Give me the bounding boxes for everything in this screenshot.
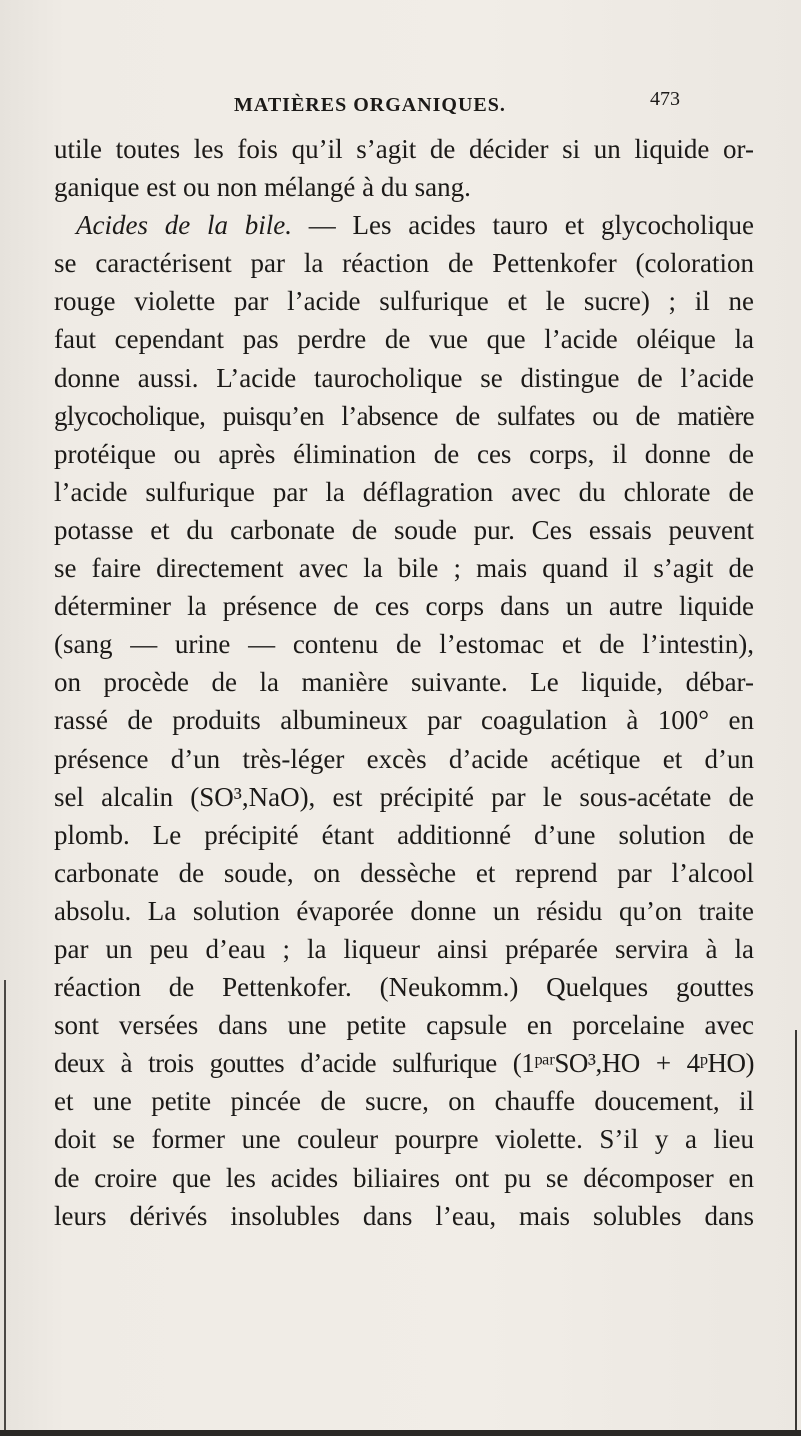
text-line: doit se former une couleur pourpre violette. S’il y a lieu [54,1124,754,1155]
text-line: rouge violette par l’acide sulfurique et le sucre) ; il ne [54,286,754,317]
text-line: on procède de la manière suivante. Le liquide, débar- [54,667,754,698]
text-line: (sang — urine — contenu de l’estomac et de l’intestin), [54,629,754,660]
text-line: présence d’un très-léger excès d’acide acétique et d’un [54,743,754,774]
text-line: se faire directement avec la bile ; mais quand il s’agit de [54,553,754,584]
text-line: faut cependant pas perdre de vue que l’acide oléique la [54,324,754,355]
text-line: potasse et du carbonate de soude pur. Ces essais peuvent [54,514,754,545]
page-edge-bottom [0,1430,801,1436]
text-line: par un peu d’eau ; la liqueur ainsi préparée servira à la [54,933,754,964]
text-line: l’acide sulfurique par la déflagration avec du chlorate de [54,476,754,507]
text-line: de croire que les acides biliaires ont pu se décomposer en [54,1162,754,1193]
text-line: absolu. La solution évaporée donne un résidu qu’on traite [54,895,754,926]
body-text [54,130,754,1235]
page-header [46,82,756,122]
running-head: MATIÈRES ORGANIQUES. [234,94,506,116]
page-edge-left [4,980,6,1430]
text-line: utile toutes les fois qu’il s’agit de décider si un liquide or- [54,134,754,164]
text-line: glycocholique, puisqu’en l’absence de sulfates ou de matière [54,400,754,431]
text-line: sel alcalin (SO³,NaO), est précipité par le sous-acétate de [54,781,754,812]
page-edge-right [795,1030,797,1430]
text-line: sont versées dans une petite capsule en porcelaine avec [54,1010,754,1041]
text-line: deux à trois gouttes d’acide sulfurique (1ᵖᵃʳSO³,HO + 4ᵖHO) [54,1048,754,1079]
text-line: leurs dérivés insolubles dans l’eau, mais solubles dans [54,1200,754,1231]
text-fragment: — Les acides tauro et glycocholique [292,210,754,241]
text-line: et une petite pincée de sucre, on chauffe doucement, il [54,1086,754,1117]
text-line: réaction de Pettenkofer. (Neukomm.) Quelques gouttes [54,972,754,1003]
text-line: protéique ou après élimination de ces corps, il donne de [54,438,754,469]
text-line: carbonate de soude, on dessèche et reprend par l’alcool [54,857,754,888]
text-line [54,206,754,244]
page-number: 473 [650,88,680,110]
text-line: donne aussi. L’acide taurocholique se distingue de l’acide [54,362,754,393]
text-line: rassé de produits albumineux par coagulation à 100° en [54,705,754,736]
text-line: plomb. Le précipité étant additionné d’une solution de [54,819,754,850]
section-title: Acides de la bile. [76,210,292,241]
text-line: se caractérisent par la réaction de Pettenkofer (coloration [54,248,754,279]
text-line: ganique est ou non mélangé à du sang. [54,172,471,203]
text-line: déterminer la présence de ces corps dans un autre liquide [54,591,754,622]
